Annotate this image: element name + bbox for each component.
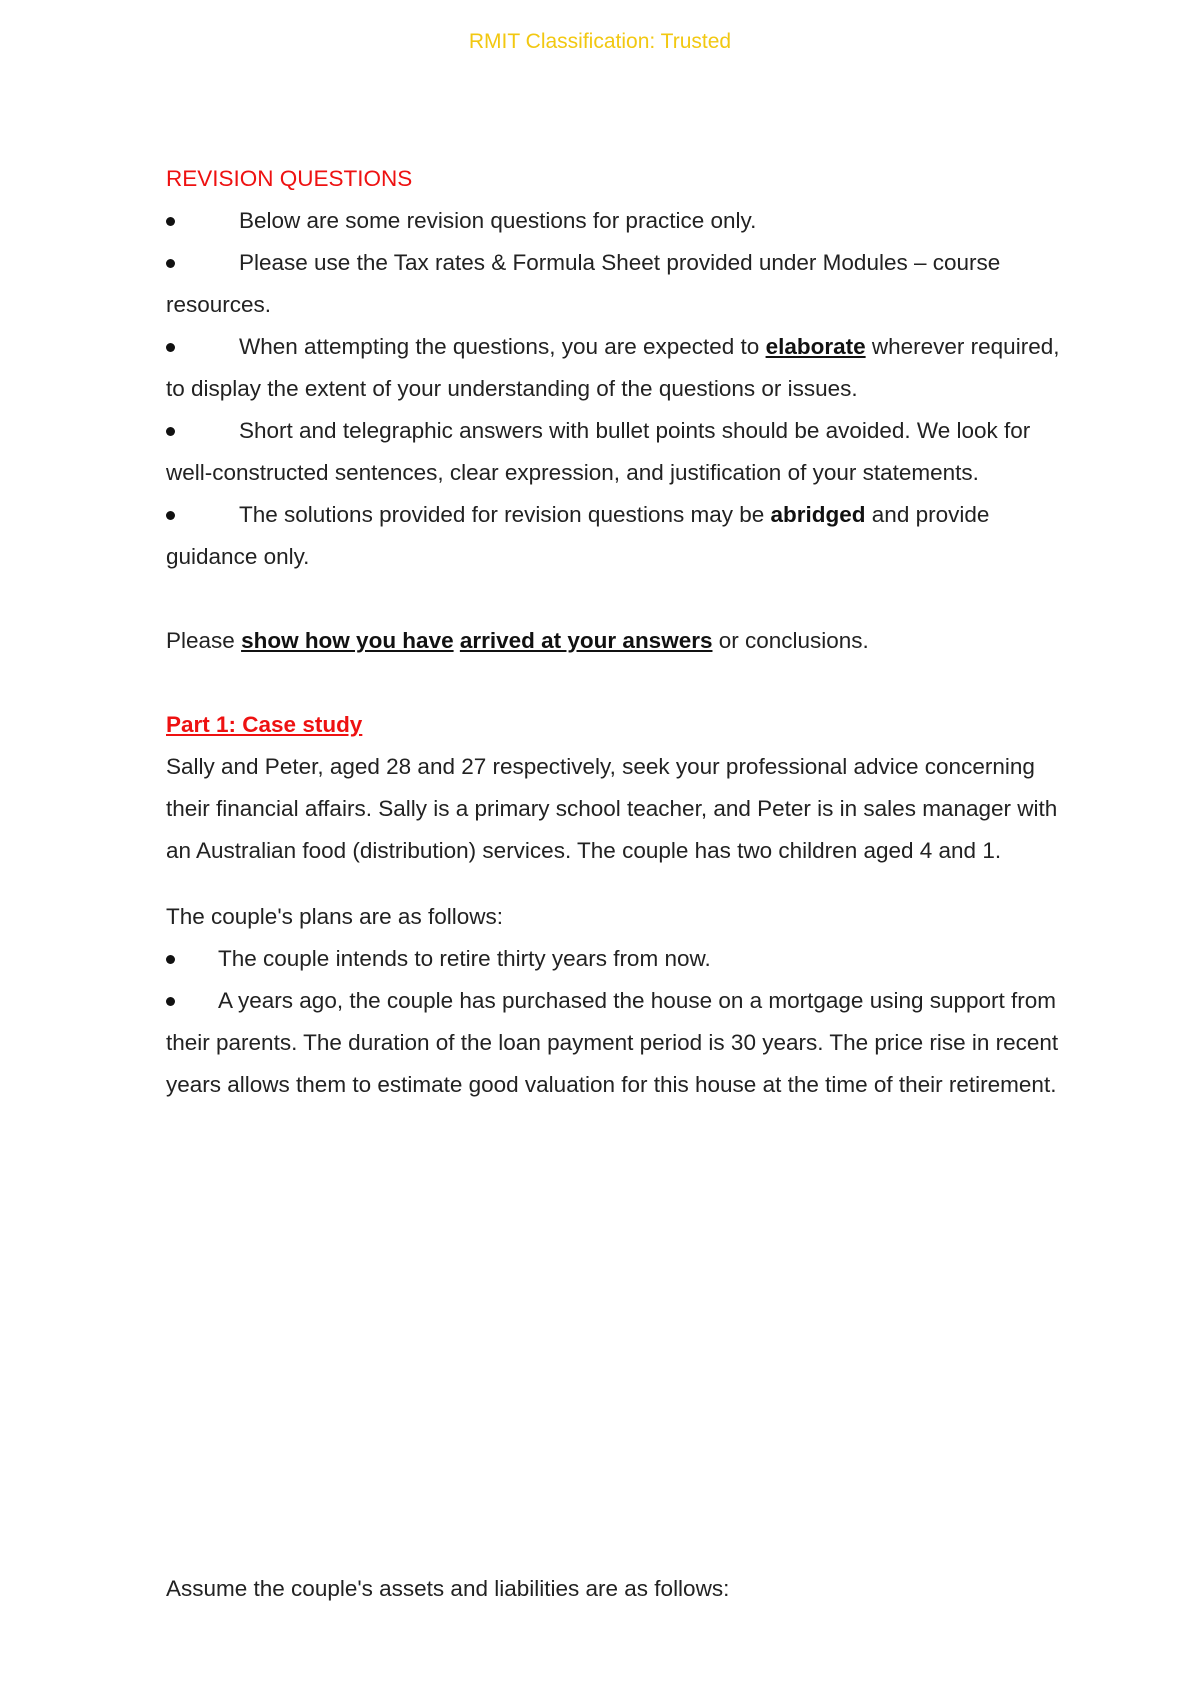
case-intro-paragraph: Sally and Peter, aged 28 and 27 respectively, seek your professional advice concerning their financial affairs. Sally is a primary school teacher, and Peter is in sales manager with an Australian food (distribution) services. The couple has two children aged 4 and 1. — [166, 754, 1058, 863]
plans-bullet-list — [166, 938, 1066, 1106]
bullet-icon — [166, 955, 175, 964]
instruction-before: Please — [166, 628, 242, 653]
classification-label: RMIT Classification: Trusted — [468, 30, 732, 53]
plans-intro: The couple's plans are as follows: — [166, 904, 503, 929]
list-item — [166, 938, 1066, 980]
assets-liabilities-intro: Assume the couple's assets and liabilities are as follows: — [166, 1576, 730, 1601]
bullet-text-before: When attempting the questions, you are expected to — [239, 334, 766, 359]
instruction-emphasis-1: show how you have — [241, 628, 454, 653]
bullet-text-after: and provide guidance only. — [166, 502, 990, 569]
list-item — [166, 494, 1066, 578]
bullet-icon — [166, 259, 175, 268]
bullet-icon — [166, 343, 175, 352]
instruction-paragraph — [166, 620, 1066, 662]
bullet-text: A years ago, the couple has purchased the house on a mortgage using support from their parents. The duration of the loan payment period is 30 years. The price rise in recent years allows them to estimate good valuation for this house at the time of their retirement. — [166, 988, 1059, 1097]
emphasis-abridged: abridged — [770, 502, 866, 527]
bullet-icon — [166, 217, 175, 226]
list-item — [166, 200, 1066, 242]
bullet-icon — [166, 427, 175, 436]
document-body — [166, 158, 1066, 1106]
bullet-text: Below are some revision questions for practice only. — [239, 208, 757, 233]
revision-bullet-list — [166, 200, 1066, 578]
bullet-text: Short and telegraphic answers with bullet points should be avoided. We look for well-constructed sentences, clear expression, and justification of your statements. — [166, 418, 1031, 485]
bullet-icon — [166, 997, 175, 1006]
bullet-text-after: wherever required, to display the extent of your understanding of the questions or issues. — [166, 334, 1060, 401]
list-item — [166, 410, 1066, 494]
instruction-after: or conclusions. — [712, 628, 869, 653]
blank-line — [166, 662, 1066, 704]
emphasis-elaborate: elaborate — [765, 334, 866, 359]
bullet-text: Please use the Tax rates & Formula Sheet provided under Modules – course resources. — [166, 250, 1001, 317]
bullet-text: The couple intends to retire thirty years from now. — [218, 946, 711, 971]
bullet-text-before: The solutions provided for revision questions may be — [239, 502, 771, 527]
list-item — [166, 242, 1066, 326]
revision-questions-heading: REVISION QUESTIONS — [166, 166, 413, 191]
list-item — [166, 980, 1066, 1106]
blank-line — [166, 872, 1066, 896]
part1-heading: Part 1: Case study — [166, 712, 363, 737]
instruction-emphasis-2: arrived at your answers — [459, 628, 713, 653]
blank-line — [166, 578, 1066, 620]
list-item — [166, 326, 1066, 410]
bullet-icon — [166, 511, 175, 520]
